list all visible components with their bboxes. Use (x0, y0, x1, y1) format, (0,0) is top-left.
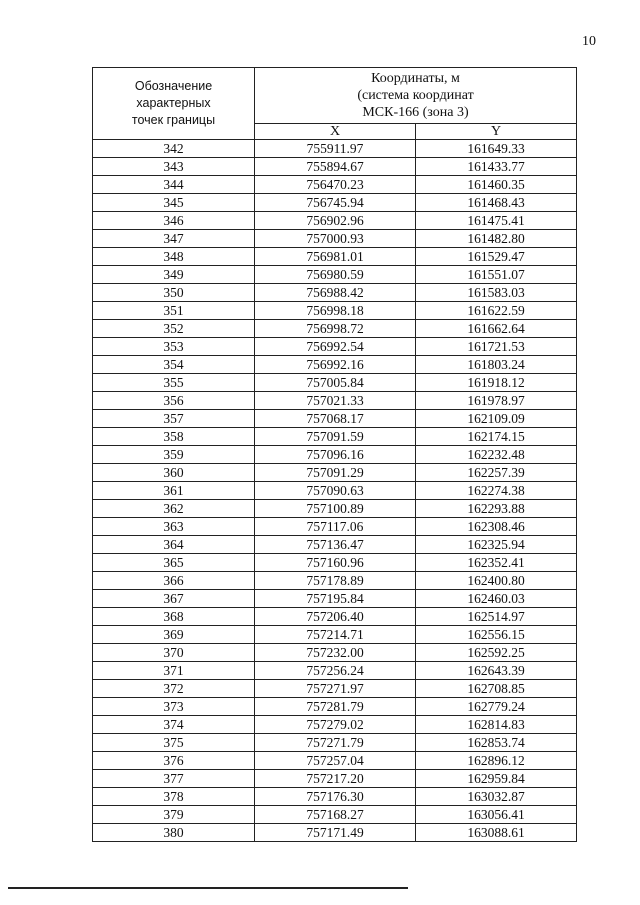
y-coordinate-cell: 163032.87 (416, 788, 577, 806)
y-coordinate-cell: 161918.12 (416, 374, 577, 392)
point-number-cell: 355 (93, 374, 255, 392)
point-number-cell: 373 (93, 698, 255, 716)
y-coordinate-cell: 161721.53 (416, 338, 577, 356)
y-coordinate-cell: 162514.97 (416, 608, 577, 626)
y-coordinate-cell: 161433.77 (416, 158, 577, 176)
x-coordinate-cell: 757005.84 (255, 374, 416, 392)
point-number-cell: 349 (93, 266, 255, 284)
y-coordinate-cell: 163088.61 (416, 824, 577, 842)
y-coordinate-cell: 161978.97 (416, 392, 577, 410)
table-row (93, 752, 577, 770)
x-coordinate-cell: 757257.04 (255, 752, 416, 770)
point-number-cell: 344 (93, 176, 255, 194)
point-number-cell: 348 (93, 248, 255, 266)
table-row (93, 626, 577, 644)
table-body (93, 140, 577, 842)
table-row (93, 446, 577, 464)
point-number-cell: 360 (93, 464, 255, 482)
header-point-line-3: точек границы (131, 113, 216, 127)
point-number-cell: 345 (93, 194, 255, 212)
x-coordinate-cell: 755894.67 (255, 158, 416, 176)
table-row (93, 140, 577, 158)
point-number-cell: 376 (93, 752, 255, 770)
x-coordinate-cell: 757217.20 (255, 770, 416, 788)
point-number-cell: 350 (93, 284, 255, 302)
table-row (93, 284, 577, 302)
y-coordinate-cell: 161583.03 (416, 284, 577, 302)
x-coordinate-cell: 757100.89 (255, 500, 416, 518)
page-number: 10 (582, 34, 596, 49)
x-coordinate-cell: 757117.06 (255, 518, 416, 536)
point-number-cell: 358 (93, 428, 255, 446)
header-coordinates (255, 68, 577, 124)
x-coordinate-cell: 756470.23 (255, 176, 416, 194)
table-row (93, 374, 577, 392)
x-coordinate-cell: 755911.97 (255, 140, 416, 158)
table-row (93, 644, 577, 662)
y-coordinate-cell: 162174.15 (416, 428, 577, 446)
y-coordinate-cell: 161468.43 (416, 194, 577, 212)
header-point-line-1: Обозначение (134, 79, 213, 93)
y-coordinate-cell: 161622.59 (416, 302, 577, 320)
header-y: Y (416, 124, 577, 140)
y-coordinate-cell: 161551.07 (416, 266, 577, 284)
x-coordinate-cell: 756902.96 (255, 212, 416, 230)
y-coordinate-cell: 162779.24 (416, 698, 577, 716)
table-row (93, 590, 577, 608)
y-coordinate-cell: 162109.09 (416, 410, 577, 428)
x-coordinate-cell: 757206.40 (255, 608, 416, 626)
table-row (93, 302, 577, 320)
table-row (93, 410, 577, 428)
x-coordinate-cell: 756988.42 (255, 284, 416, 302)
x-coordinate-cell: 757136.47 (255, 536, 416, 554)
x-coordinate-cell: 757279.02 (255, 716, 416, 734)
y-coordinate-cell: 162274.38 (416, 482, 577, 500)
x-coordinate-cell: 757091.29 (255, 464, 416, 482)
point-number-cell: 365 (93, 554, 255, 572)
point-number-cell: 369 (93, 626, 255, 644)
y-coordinate-cell: 162257.39 (416, 464, 577, 482)
point-number-cell: 347 (93, 230, 255, 248)
y-coordinate-cell: 162325.94 (416, 536, 577, 554)
y-coordinate-cell: 161475.41 (416, 212, 577, 230)
point-number-cell: 377 (93, 770, 255, 788)
table-row (93, 338, 577, 356)
point-number-cell: 353 (93, 338, 255, 356)
table-row (93, 500, 577, 518)
table-row (93, 734, 577, 752)
table-row (93, 248, 577, 266)
x-coordinate-cell: 757271.97 (255, 680, 416, 698)
x-coordinate-cell: 756992.54 (255, 338, 416, 356)
table-row (93, 266, 577, 284)
x-coordinate-cell: 756992.16 (255, 356, 416, 374)
header-point-designation (93, 68, 255, 140)
y-coordinate-cell: 162556.15 (416, 626, 577, 644)
header-point-line-2: характерных (136, 96, 211, 110)
x-coordinate-cell: 756980.59 (255, 266, 416, 284)
table-row (93, 662, 577, 680)
x-coordinate-cell: 757096.16 (255, 446, 416, 464)
x-coordinate-cell: 757281.79 (255, 698, 416, 716)
y-coordinate-cell: 161482.80 (416, 230, 577, 248)
table-row (93, 230, 577, 248)
y-coordinate-cell: 161662.64 (416, 320, 577, 338)
table-row (93, 518, 577, 536)
point-number-cell: 351 (93, 302, 255, 320)
x-coordinate-cell: 757090.63 (255, 482, 416, 500)
point-number-cell: 342 (93, 140, 255, 158)
point-number-cell: 359 (93, 446, 255, 464)
point-number-cell: 378 (93, 788, 255, 806)
table-row (93, 176, 577, 194)
y-coordinate-cell: 162400.80 (416, 572, 577, 590)
table-row (93, 770, 577, 788)
header-coords-line-1: Координаты, м (371, 71, 460, 86)
point-number-cell: 366 (93, 572, 255, 590)
point-number-cell: 362 (93, 500, 255, 518)
point-number-cell: 372 (93, 680, 255, 698)
y-coordinate-cell: 162814.83 (416, 716, 577, 734)
table-row (93, 194, 577, 212)
point-number-cell: 367 (93, 590, 255, 608)
point-number-cell: 343 (93, 158, 255, 176)
table-row (93, 788, 577, 806)
table-row (93, 464, 577, 482)
point-number-cell: 354 (93, 356, 255, 374)
point-number-cell: 374 (93, 716, 255, 734)
table-row (93, 320, 577, 338)
x-coordinate-cell: 757195.84 (255, 590, 416, 608)
y-coordinate-cell: 162959.84 (416, 770, 577, 788)
y-coordinate-cell: 161649.33 (416, 140, 577, 158)
table-row (93, 536, 577, 554)
x-coordinate-cell: 757171.49 (255, 824, 416, 842)
y-coordinate-cell: 162592.25 (416, 644, 577, 662)
y-coordinate-cell: 162853.74 (416, 734, 577, 752)
point-number-cell: 370 (93, 644, 255, 662)
point-number-cell: 368 (93, 608, 255, 626)
table-row (93, 392, 577, 410)
x-coordinate-cell: 756998.72 (255, 320, 416, 338)
table-row (93, 572, 577, 590)
table-row (93, 158, 577, 176)
y-coordinate-cell: 162232.48 (416, 446, 577, 464)
table-row (93, 482, 577, 500)
table-row (93, 212, 577, 230)
table-row (93, 608, 577, 626)
x-coordinate-cell: 756998.18 (255, 302, 416, 320)
y-coordinate-cell: 162460.03 (416, 590, 577, 608)
y-coordinate-cell: 161529.47 (416, 248, 577, 266)
table-row (93, 806, 577, 824)
x-coordinate-cell: 757021.33 (255, 392, 416, 410)
table-row (93, 554, 577, 572)
x-coordinate-cell: 757256.24 (255, 662, 416, 680)
table-row (93, 428, 577, 446)
x-coordinate-cell: 757160.96 (255, 554, 416, 572)
y-coordinate-cell: 162896.12 (416, 752, 577, 770)
point-number-cell: 361 (93, 482, 255, 500)
table-row (93, 356, 577, 374)
point-number-cell: 380 (93, 824, 255, 842)
y-coordinate-cell: 162293.88 (416, 500, 577, 518)
table-row (93, 698, 577, 716)
x-coordinate-cell: 757176.30 (255, 788, 416, 806)
header-x: X (255, 124, 416, 140)
y-coordinate-cell: 163056.41 (416, 806, 577, 824)
x-coordinate-cell: 757068.17 (255, 410, 416, 428)
x-coordinate-cell: 757214.71 (255, 626, 416, 644)
point-number-cell: 364 (93, 536, 255, 554)
point-number-cell: 379 (93, 806, 255, 824)
point-number-cell: 371 (93, 662, 255, 680)
point-number-cell: 375 (93, 734, 255, 752)
y-coordinate-cell: 161460.35 (416, 176, 577, 194)
y-coordinate-cell: 161803.24 (416, 356, 577, 374)
table-row (93, 824, 577, 842)
x-coordinate-cell: 757232.00 (255, 644, 416, 662)
y-coordinate-cell: 162352.41 (416, 554, 577, 572)
x-coordinate-cell: 756745.94 (255, 194, 416, 212)
coordinates-table (92, 67, 577, 842)
point-number-cell: 356 (93, 392, 255, 410)
x-coordinate-cell: 757091.59 (255, 428, 416, 446)
y-coordinate-cell: 162308.46 (416, 518, 577, 536)
point-number-cell: 357 (93, 410, 255, 428)
header-coords-line-3: МСК-166 (зона 3) (362, 105, 469, 120)
x-coordinate-cell: 756981.01 (255, 248, 416, 266)
x-coordinate-cell: 757178.89 (255, 572, 416, 590)
table-row (93, 680, 577, 698)
point-number-cell: 363 (93, 518, 255, 536)
x-coordinate-cell: 757168.27 (255, 806, 416, 824)
y-coordinate-cell: 162643.39 (416, 662, 577, 680)
header-coords-line-2: (система координат (357, 88, 474, 103)
point-number-cell: 352 (93, 320, 255, 338)
table-header (93, 68, 577, 140)
y-coordinate-cell: 162708.85 (416, 680, 577, 698)
point-number-cell: 346 (93, 212, 255, 230)
table-row (93, 716, 577, 734)
footer-divider (8, 887, 408, 889)
x-coordinate-cell: 757271.79 (255, 734, 416, 752)
x-coordinate-cell: 757000.93 (255, 230, 416, 248)
